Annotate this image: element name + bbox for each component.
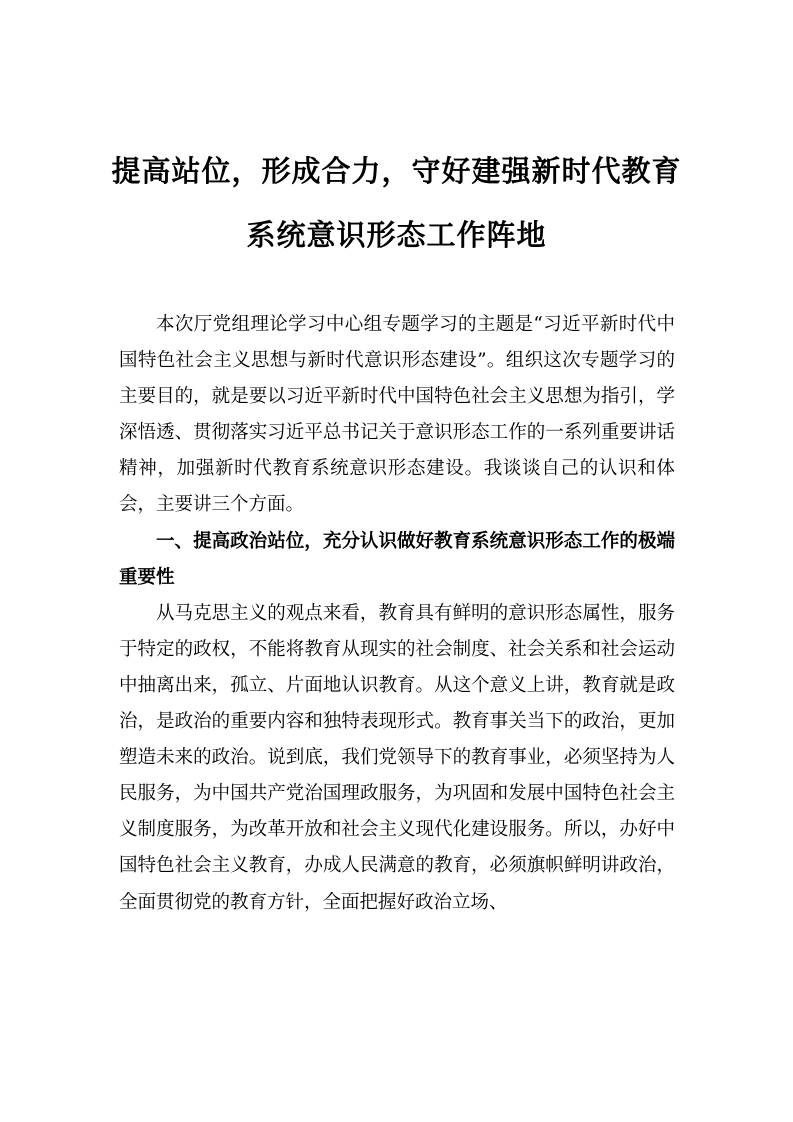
intro-paragraph: 本次厅党组理论学习中心组专题学习的主题是“习近平新时代中国特色社会主义思想与新时代意识形态建设”。组织这次专题学习的主要目的，就是要以习近平新时代中国特色社会主义思想为指引，学深悟透、贯彻落实习近平总书记关于意识形态工作的一系列重要讲话精神，加强新时代教育系统意识形态建设。我谈谈自己的认识和体会，主要讲三个方面。 <box>119 314 675 516</box>
body-paragraph: 从马克思主义的观点来看，教育具有鲜明的意识形态属性，服务于特定的政权，不能将教育从现实的社会制度、社会关系和社会运动中抽离出来，孤立、片面地认识教育。从这个意义上讲，教育就是政治，是政治的重要内容和独特表现形式。教育事关当下的政治，更加塑造未来的政治。说到底，我们党领导下的教育事业，必须坚持为人民服务，为中国共产党治国理政服务，为巩固和发展中国特色社会主义制度服务，为改革开放和社会主义现代化建设服务。所以，办好中国特色社会主义教育，办成人民满意的教育，必须旗帜鲜明讲政治，全面贯彻党的教育方针，全面把握好政治立场、 <box>119 602 675 913</box>
section-heading: 一、提高政治站位，充分认识做好教育系统意识形态工作的极端重要性 <box>119 530 675 588</box>
document-title-line-2: 系统意识形态工作阵地 <box>246 218 547 252</box>
document-title-line-1: 提高站位，形成合力，守好建强新时代教育 <box>111 154 682 188</box>
document-body <box>119 307 675 921</box>
